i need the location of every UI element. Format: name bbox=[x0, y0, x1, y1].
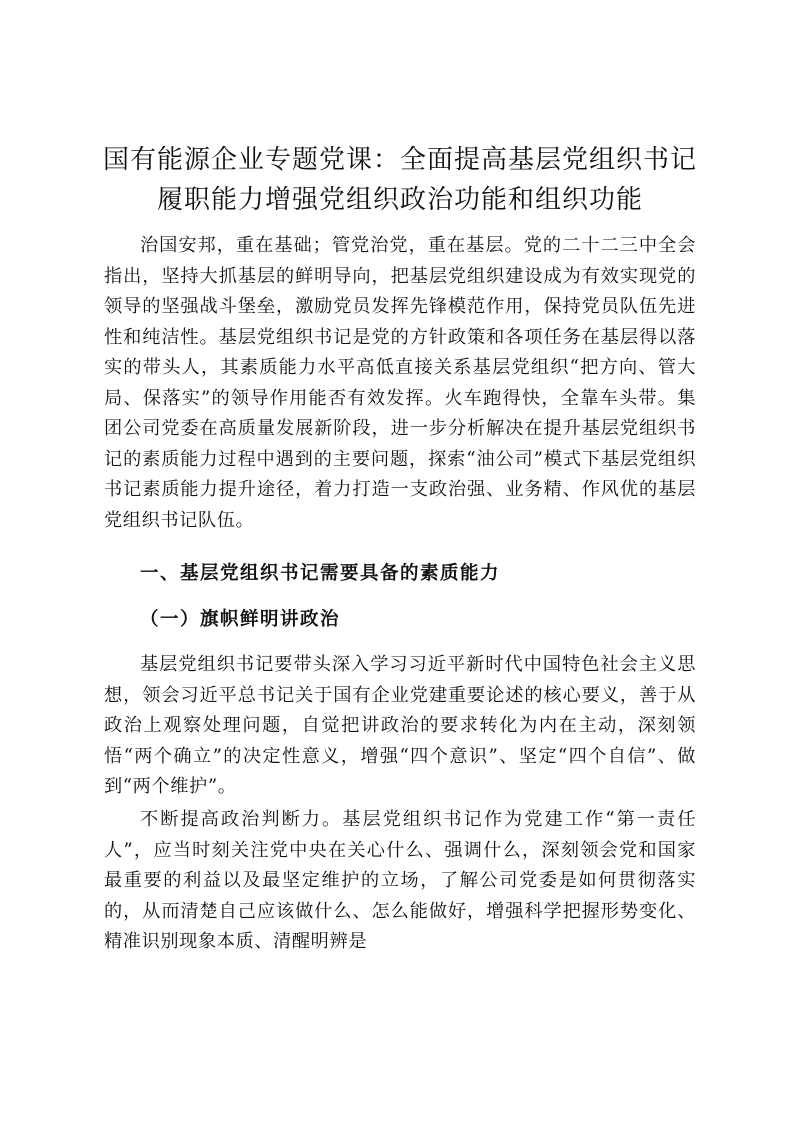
body-paragraph-2: 不断提高政治判断力。基层党组织书记作为党建工作“第一责任人”，应当时刻关注党中央在关心什么、强调什么，深刻领会党和国家最重要的利益以及最坚定维护的立场，了解公司党委是如何贯彻落实的，从而清楚自己应该做什么、怎么能做好，增强科学把握形势变化、精准识别现象本质、清醒明辨是 bbox=[104, 809, 696, 952]
subsection-heading-1: （一）旗帜鲜明讲政治 bbox=[140, 609, 341, 630]
body-paragraph-1: 基层党组织书记要带头深入学习习近平新时代中国特色社会主义思想，领会习近平总书记关于国有企业党建重要论述的核心要义，善于从政治上观察处理问题，自觉把讲政治的要求转化为内在主动，深刻领悟“两个确立”的决定性意义，增强“四个意识”、坚定“四个自信”、做到“两个维护”。 bbox=[104, 654, 696, 797]
document-title: 国有能源企业专题党课：全面提高基层党组织书记履职能力增强党组织政治功能和组织功能 bbox=[102, 145, 697, 215]
intro-paragraph: 治国安邦，重在基础；管党治党，重在基层。党的二十二三中全会指出，坚持大抓基层的鲜明导向，把基层党组织建设成为有效实现党的领导的坚强战斗堡垒，激励党员发挥先锋模范作用，保持党员队伍先进性和纯洁性。基层党组织书记是党的方针政策和各项任务在基层得以落实的带头人，其素质能力水平高低直接关系基层党组织“把方向、管大局、保落实”的领导作用能否有效发挥。火车跑得快，全靠车头带。集团公司党委在高质量发展新阶段，进一步分析解决在提升基层党组织书记的素质能力过程中遇到的主要问题，探索“油公司”模式下基层党组织书记素质能力提升途径，着力打造一支政治强、业务精、作风优的基层党组织书记队伍。 bbox=[104, 235, 696, 531]
section-heading-1: 一、基层党组织书记需要具备的素质能力 bbox=[140, 563, 501, 584]
